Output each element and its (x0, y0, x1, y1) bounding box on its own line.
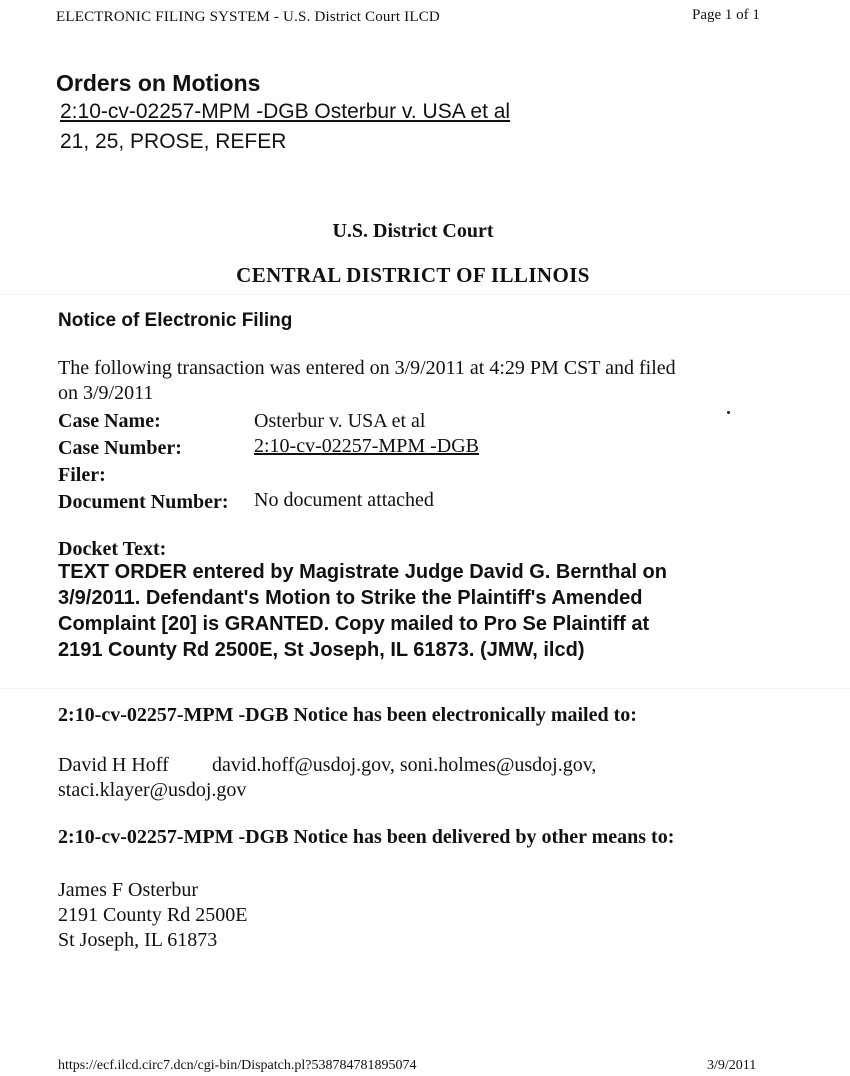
transaction-line: The following transaction was entered on 3/9/2011 at 4:29 PM CST and filed (58, 357, 676, 379)
address-line: James F Osterbur (58, 879, 198, 901)
paper-fold-line (0, 688, 850, 689)
order-references: 21, 25, PROSE, REFER (60, 130, 287, 153)
transaction-line: on 3/9/2011 (58, 382, 154, 404)
mailing-address (58, 878, 247, 953)
court-district: CENTRAL DISTRICT OF ILLINOIS (236, 263, 590, 287)
address-line: St Joseph, IL 61873 (58, 929, 218, 951)
docket-heading: Docket Text: (58, 538, 167, 560)
case-number-label: Case Number: (58, 437, 182, 459)
case-name-label: Case Name: (58, 410, 161, 432)
case-link[interactable]: 2:10-cv-02257-MPM -DGB Osterbur v. USA et al (60, 100, 511, 123)
recipient-emails: david.hoff@usdoj.gov, soni.holmes@usdoj.gov, (212, 754, 597, 776)
electronic-mail-heading: 2:10-cv-02257-MPM -DGB Notice has been electronically mailed to: (58, 704, 637, 726)
docket-line: TEXT ORDER entered by Magistrate Judge David G. Bernthal on (58, 561, 667, 583)
transaction-statement (58, 356, 778, 406)
recipient-emails-continued: staci.klayer@usdoj.gov (58, 779, 247, 801)
orders-title: Orders on Motions (56, 70, 261, 96)
paper-fold-line (0, 294, 850, 295)
case-name-value: Osterbur v. USA et al (254, 410, 426, 432)
footer-url: https://ecf.ilcd.circ7.dcn/cgi-bin/Dispatch.pl?538784781895074 (58, 1058, 417, 1073)
case-number-link[interactable]: 2:10-cv-02257-MPM -DGB (254, 435, 479, 457)
docket-text (58, 559, 798, 663)
court-name: U.S. District Court (332, 220, 494, 242)
recipient-name: David H Hoff (58, 754, 169, 776)
scan-speck (727, 411, 730, 414)
footer-date: 3/9/2011 (707, 1058, 757, 1073)
other-means-heading: 2:10-cv-02257-MPM -DGB Notice has been delivered by other means to: (58, 826, 675, 848)
system-header: ELECTRONIC FILING SYSTEM - U.S. District Court ILCD (56, 9, 440, 25)
document-number-value: No document attached (254, 489, 434, 511)
docket-line: Complaint [20] is GRANTED. Copy mailed to Pro Se Plaintiff at (58, 613, 650, 635)
page-indicator: Page 1 of 1 (692, 7, 760, 23)
notice-heading: Notice of Electronic Filing (58, 310, 293, 331)
address-line: 2191 County Rd 2500E (58, 904, 248, 926)
docket-line: 3/9/2011. Defendant's Motion to Strike the Plaintiff's Amended (58, 587, 643, 609)
docket-line: 2191 County Rd 2500E, St Joseph, IL 61873. (JMW, ilcd) (58, 639, 585, 661)
document-number-label: Document Number: (58, 491, 229, 513)
filer-label: Filer: (58, 464, 106, 486)
